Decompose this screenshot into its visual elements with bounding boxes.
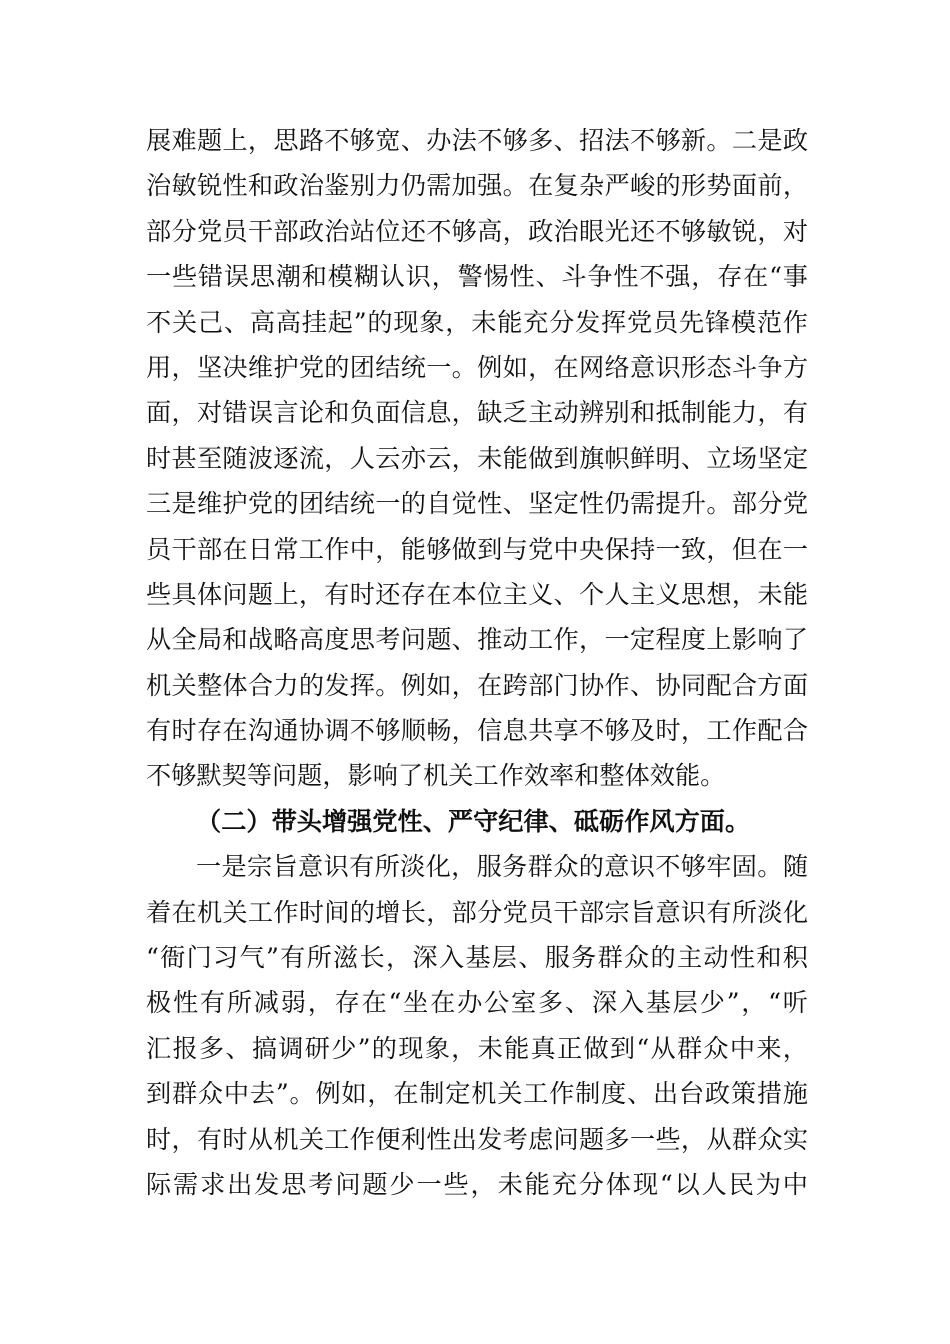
text-line: 治敏锐性和政治鉴别力仍需加强。在复杂严峻的形势面前， bbox=[146, 171, 808, 201]
text-line: 汇报多、搞调研少”的现象，未能真正做到“从群众中来， bbox=[146, 1033, 808, 1063]
body-text bbox=[146, 118, 808, 1207]
text-line: 时甚至随波逐流，人云亦云，未能做到旗帜鲜明、立场坚定 bbox=[146, 443, 808, 473]
text-line: 不关己、高高挂起”的现象，未能充分发挥党员先锋模范作 bbox=[146, 307, 808, 337]
section-heading: （二）带头增强党性、严守纪律、砥砺作风方面。 bbox=[196, 805, 751, 836]
text-line: 一是宗旨意识有所淡化，服务群众的意识不够牢固。随 bbox=[196, 852, 808, 882]
text-line: 际需求出发思考问题少一些，未能充分体现“以人民为中 bbox=[146, 1169, 808, 1199]
text-line: 面，对错误言论和负面信息，缺乏主动辨别和抵制能力，有 bbox=[146, 398, 808, 428]
text-line: 不够默契等问题，影响了机关工作效率和整体效能。 bbox=[146, 761, 726, 791]
text-line: 一些错误思潮和模糊认识，警惕性、斗争性不强，存在“事 bbox=[146, 262, 808, 292]
text-line: 展难题上，思路不够宽、办法不够多、招法不够新。二是政 bbox=[146, 126, 808, 155]
text-line: “衙门习气”有所滋长，深入基层、服务群众的主动性和积 bbox=[146, 943, 808, 973]
text-line: 从全局和战略高度思考问题、推动工作，一定程度上影响了 bbox=[146, 625, 808, 655]
text-line: 极性有所减弱，存在“坐在办公室多、深入基层少”，“听 bbox=[146, 988, 808, 1018]
text-line: 有时存在沟通协调不够顺畅，信息共享不够及时，工作配合 bbox=[146, 716, 808, 746]
text-line: 机关整体合力的发挥。例如，在跨部门协作、协同配合方面 bbox=[146, 670, 808, 700]
text-line: 些具体问题上，有时还存在本位主义、个人主义思想，未能 bbox=[146, 579, 808, 609]
text-line: 三是维护党的团结统一的自觉性、坚定性仍需提升。部分党 bbox=[146, 489, 808, 519]
text-line: 时，有时从机关工作便利性出发考虑问题多一些，从群众实 bbox=[146, 1124, 808, 1154]
text-line: 用，坚决维护党的团结统一。例如，在网络意识形态斗争方 bbox=[146, 352, 808, 382]
text-line: 员干部在日常工作中，能够做到与党中央保持一致，但在一 bbox=[146, 534, 808, 564]
text-line: 着在机关工作时间的增长，部分党员干部宗旨意识有所淡化 bbox=[146, 897, 808, 927]
text-line: 到群众中去”。例如，在制定机关工作制度、出台政策措施 bbox=[146, 1079, 808, 1109]
text-line: 部分党员干部政治站位还不够高，政治眼光还不够敏锐，对 bbox=[146, 216, 808, 246]
